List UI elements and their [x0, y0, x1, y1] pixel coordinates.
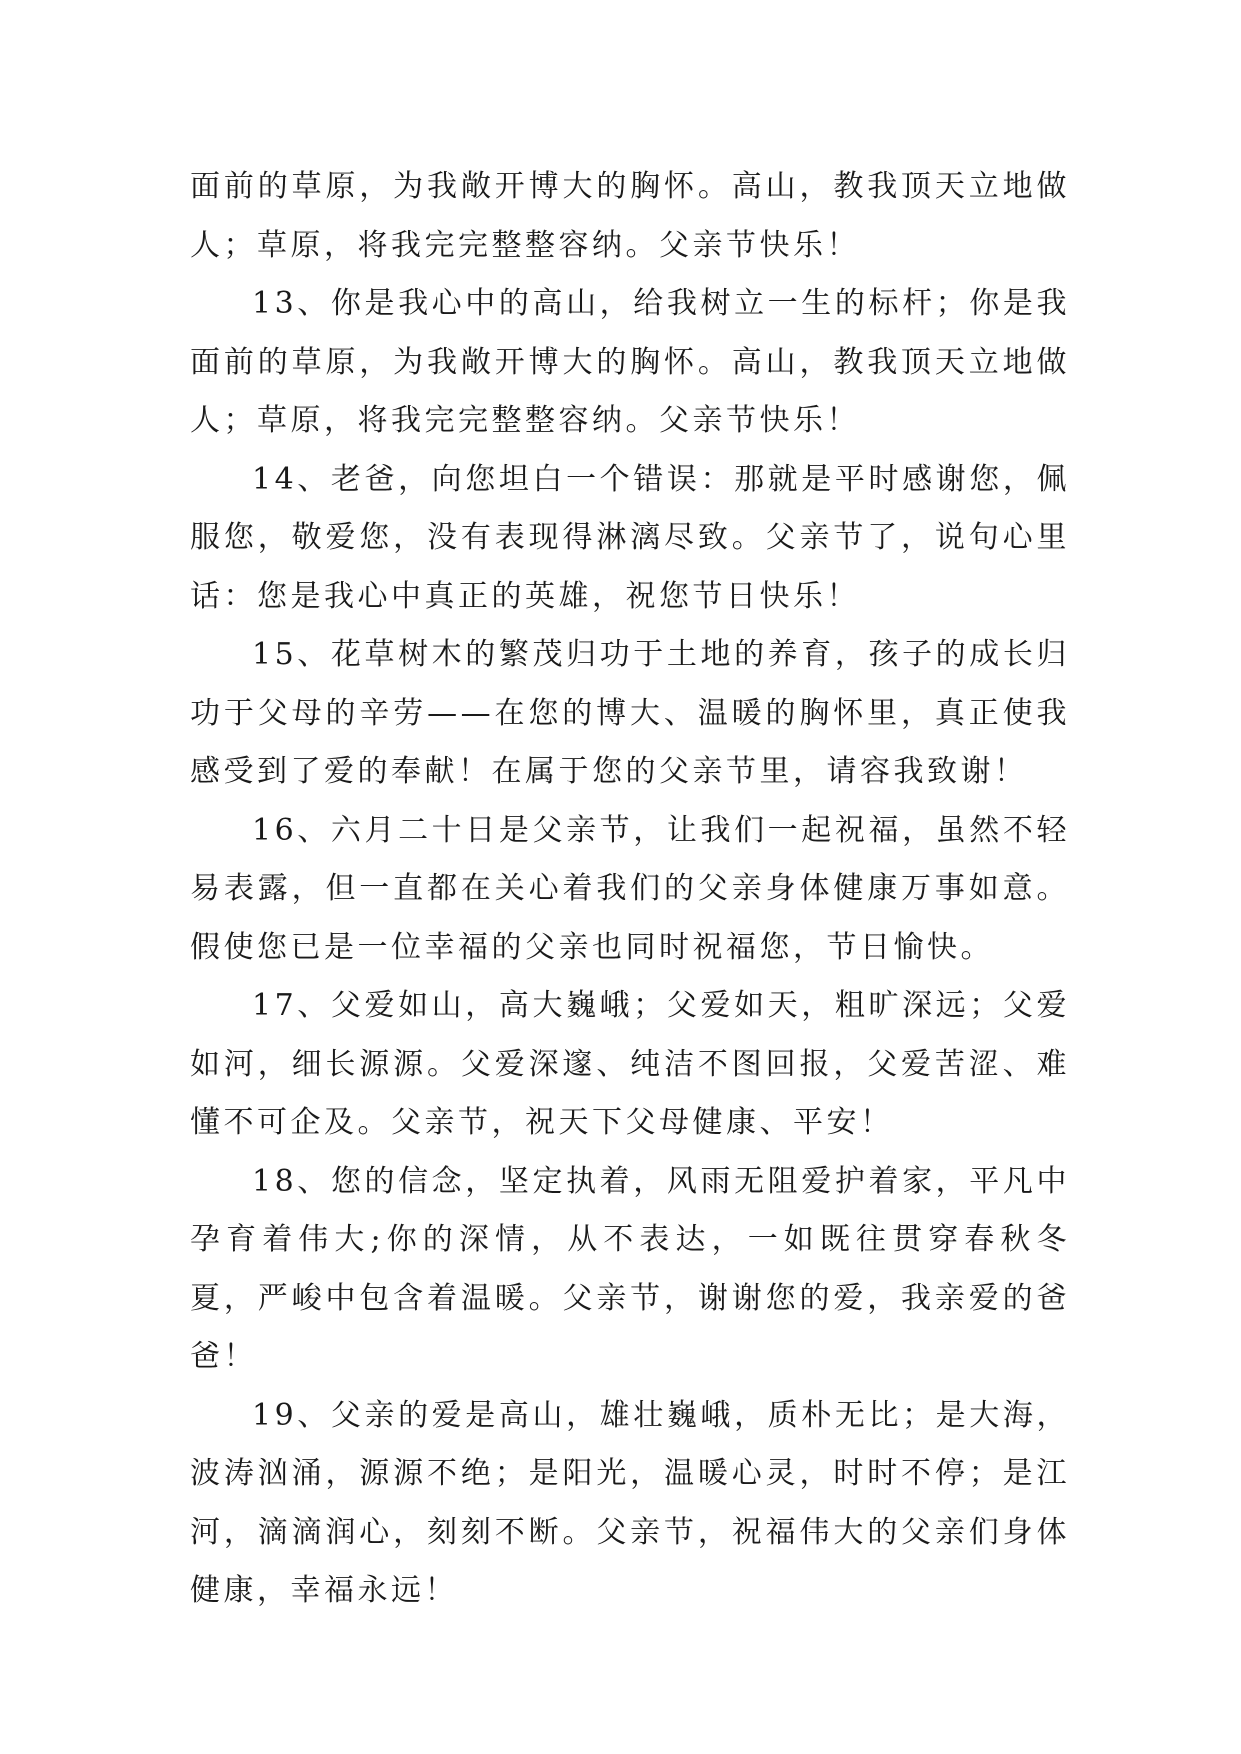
paragraph-16: 16、六月二十日是父亲节，让我们一起祝福，虽然不轻易表露，但一直都在关心着我们的父亲身体健康万事如意。假使您已是一位幸福的父亲也同时祝福您，节日愉快。 [190, 812, 1070, 965]
paragraph-13: 13、你是我心中的高山，给我树立一生的标杆；你是我面前的草原，为我敞开博大的胸怀。高山，教我顶天立地做人；草原，将我完完整整容纳。父亲节快乐！ [190, 286, 1070, 438]
paragraph-continued: 面前的草原，为我敞开博大的胸怀。高山，教我顶天立地做人；草原，将我完完整整容纳。父亲节快乐！ [190, 169, 1070, 263]
paragraph-15: 15、花草树木的繁茂归功于土地的养育，孩子的成长归功于父母的辛劳——在您的博大、温暖的胸怀里，真正使我感受到了爱的奉献！在属于您的父亲节里，请容我致谢！ [190, 637, 1070, 789]
body-text [190, 158, 1070, 1621]
paragraph-19: 19、父亲的爱是高山，雄壮巍峨，质朴无比；是大海，波涛汹涌，源源不绝；是阳光，温暖心灵，时时不停；是江河，滴滴润心，刻刻不断。父亲节，祝福伟大的父亲们身体健康，幸福永远！ [190, 1397, 1070, 1608]
paragraph-14: 14、老爸，向您坦白一个错误：那就是平时感谢您，佩服您，敬爱您，没有表现得淋漓尽致。父亲节了，说句心里话：您是我心中真正的英雄，祝您节日快乐！ [190, 461, 1070, 614]
paragraph-17: 17、父爱如山，高大巍峨；父爱如天，粗旷深远；父爱如河，细长源源。父爱深邃、纯洁不图回报，父爱苦涩、难懂不可企及。父亲节，祝天下父母健康、平安！ [190, 988, 1070, 1140]
paragraph-18: 18、您的信念，坚定执着，风雨无阻爱护着家，平凡中孕育着伟大;你的深情，从不表达，一如既往贯穿春秋冬夏，严峻中包含着温暖。父亲节，谢谢您的爱，我亲爱的爸爸！ [190, 1163, 1070, 1374]
